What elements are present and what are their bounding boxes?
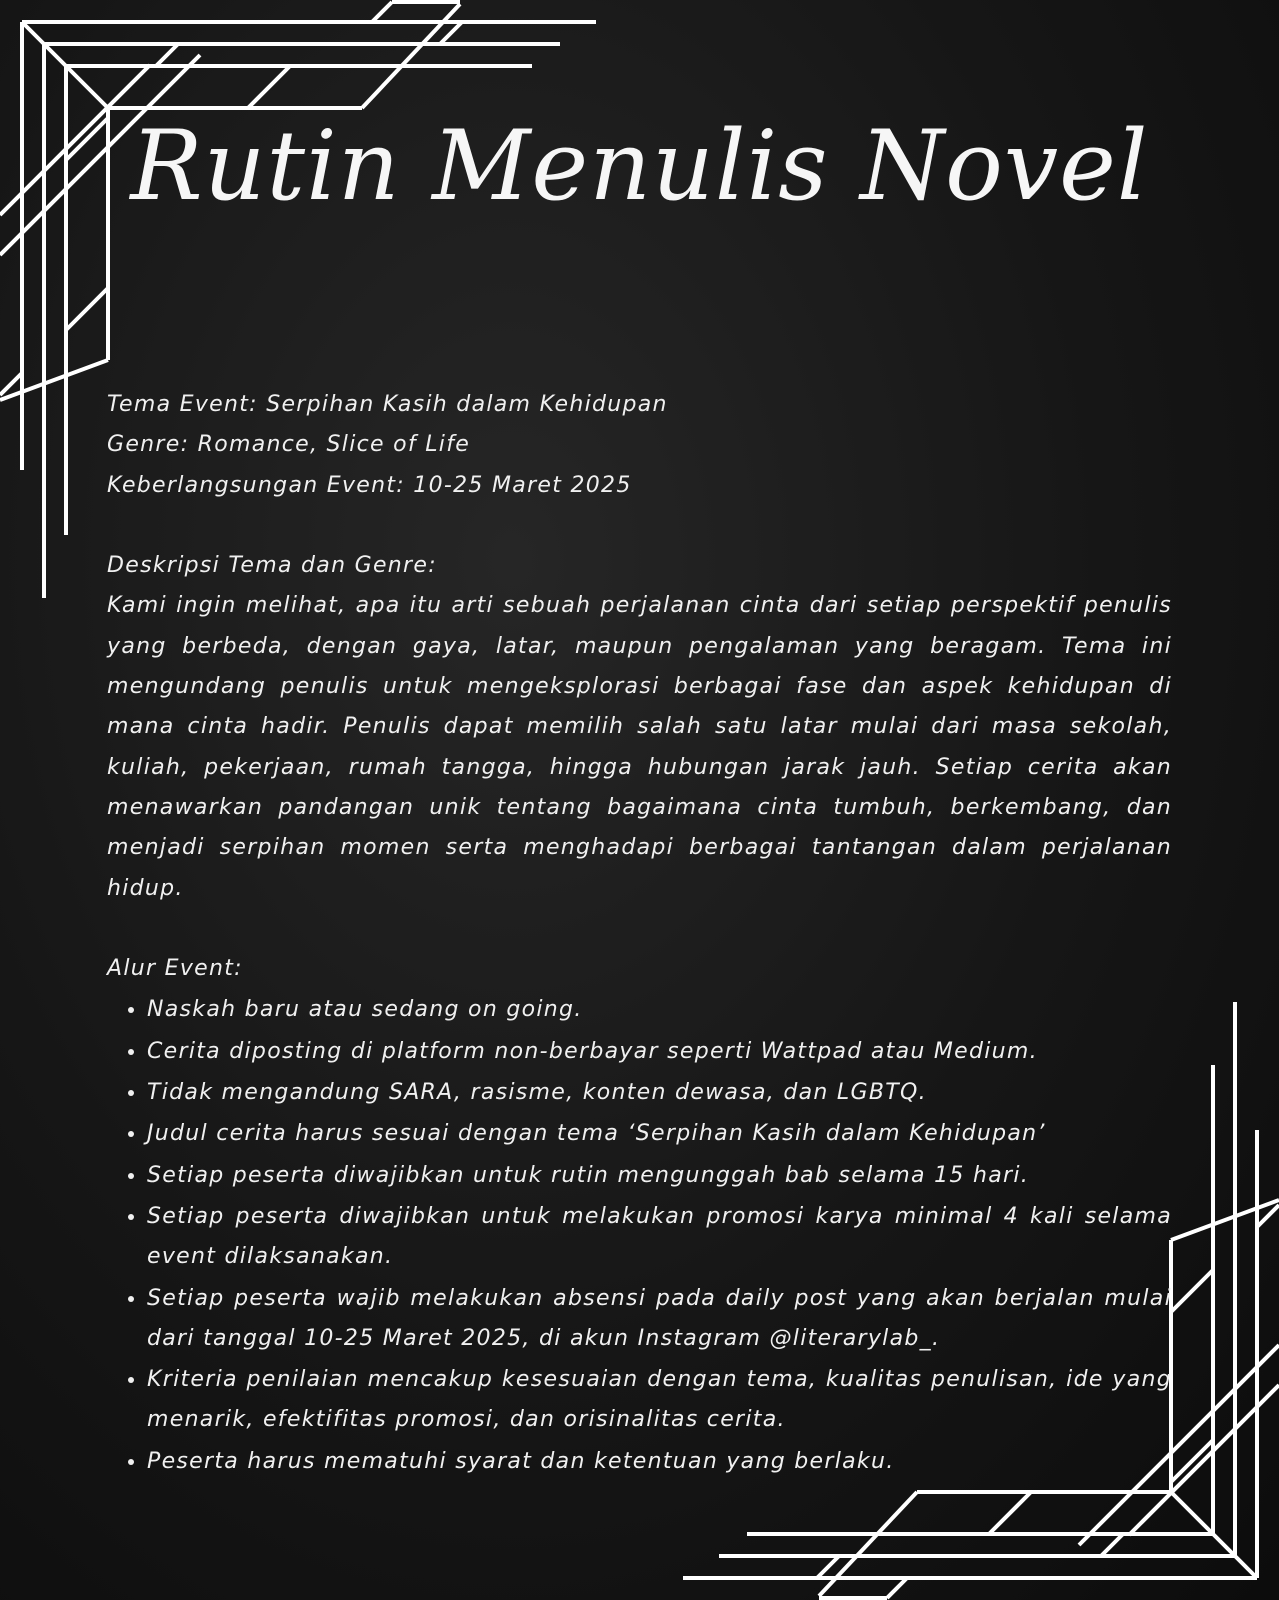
flow-heading: Alur Event:	[107, 956, 243, 982]
list-item: • Setiap peserta diwajibkan untuk melakukan promosi karya minimal 4 kali selama event dilaksanakan.	[147, 1196, 1172, 1278]
page-title: Rutin Menulis Novel	[130, 110, 1149, 222]
list-item: • Kriteria penilaian mencakup kesesuaian dengan tema, kualitas penulisan, ide yang menarik, efektifitas promosi, dan orisinalitas cerita.	[147, 1359, 1172, 1441]
description-heading: Deskripsi Tema dan Genre:	[107, 553, 437, 579]
list-item: • Judul cerita harus sesuai dengan tema ‘Serpihan Kasih dalam Kehidupan’	[147, 1113, 1172, 1154]
list-item: • Setiap peserta wajib melakukan absensi pada daily post yang akan berjalan mulai dari tanggal 10-25 Maret 2025, di akun Instagram @literarylab_.	[147, 1278, 1172, 1360]
event-duration: Keberlangsungan Event: 10-25 Maret 2025	[107, 472, 632, 498]
list-item: • Tidak mengandung SARA, rasisme, konten dewasa, dan LGBTQ.	[147, 1072, 1172, 1113]
spacer	[107, 506, 1172, 546]
list-item: • Naskah baru atau sedang on going.	[147, 989, 1172, 1030]
flow-list	[107, 989, 1172, 1482]
description-body: Kami ingin melihat, apa itu arti sebuah perjalanan cinta dari setiap perspektif penulis yang berbeda, dengan gaya, latar, maupun pengalaman yang beragam. Tema ini mengundang penulis untuk mengeksplorasi berbagai fase dan aspek kehidupan di mana cinta hadir. Penulis dapat memilih salah satu latar mulai dari masa sekolah, kuliah, pekerjaan, rumah tangga, hingga hubungan jarak jauh. Setiap cerita akan menawarkan pandangan unik tentang bagaimana cinta tumbuh, berkembang, dan menjadi serpihan momen serta menghadapi berbagai tantangan dalam perjalanan hidup.	[107, 593, 1172, 901]
event-theme: Tema Event: Serpihan Kasih dalam Kehidupan	[107, 392, 668, 417]
list-item: • Setiap peserta diwajibkan untuk rutin mengunggah bab selama 15 hari.	[147, 1155, 1172, 1196]
event-content	[107, 385, 1172, 1482]
event-genre: Genre: Romance, Slice of Life	[107, 432, 471, 458]
spacer	[107, 909, 1172, 949]
list-item: • Peserta harus mematuhi syarat dan ketentuan yang berlaku.	[147, 1441, 1172, 1482]
list-item: • Cerita diposting di platform non-berbayar seperti Wattpad atau Medium.	[147, 1031, 1172, 1072]
